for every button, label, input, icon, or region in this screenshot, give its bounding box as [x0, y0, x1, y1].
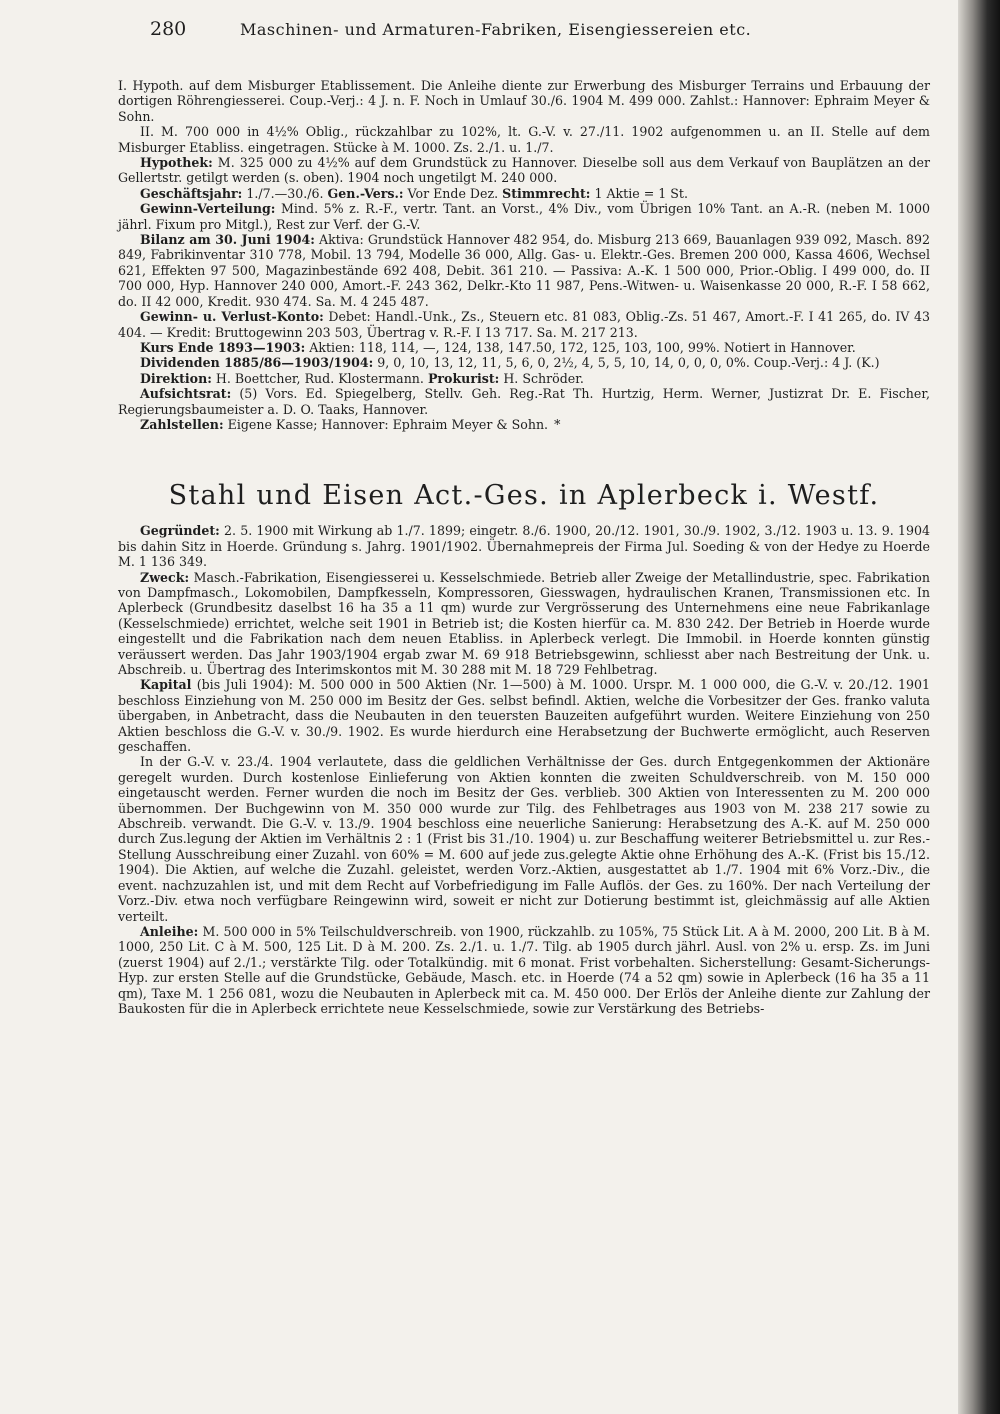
- field-label: Gegründet:: [140, 523, 220, 539]
- field-label: Dividenden 1885/86—1903/1904:: [140, 355, 374, 371]
- paragraph: Direktion: H. Boettcher, Rud. Klostermann. Prokurist: H. Schröder.: [140, 370, 584, 386]
- page-header: [118, 18, 930, 52]
- company-title: Stahl und Eisen Act.-Ges. in Aplerbeck i. Westf.: [168, 480, 880, 512]
- paragraph: Gewinn- u. Verlust-Konto: Debet: Handl.-Unk., Zs., Steuern etc. 81 083, Oblig.-Zs. 51 467, Amort.-F. I 41 265, do. IV 43 404. — Kredit: Bruttogewinn 203 503, Übertrag v. R.-F. I 13 717. Sa. M. 217 213.: [118, 309, 930, 340]
- field-label: Bilanz am 30. Juni 1904:: [140, 232, 315, 248]
- scan-edge-shadow: [958, 0, 1000, 1414]
- paragraph: II. M. 700 000 in 4½% Oblig., rückzahlbar zu 102%, lt. G.-V. v. 27./11. 1902 aufgenommen u. an II. Stelle auf dem Misburger Etabliss. eingetragen. Stücke à M. 1000. Zs. 2./1. u. 1./7.: [118, 124, 930, 155]
- paragraph: Kurs Ende 1893—1903: Aktien: 118, 114, —, 124, 138, 147.50, 172, 125, 103, 100, 99%. Notiert in Hannover.: [140, 339, 856, 355]
- paragraph: I. Hypoth. auf dem Misburger Etablissement. Die Anleihe diente zur Erwerbung des Misburger Terrains und Erbauung der dortigen Röhrengiesserei. Coup.-Verj.: 4 J. n. F. Noch in Umlauf 30./6. 1904 M. 499 000. Zahlst.: Hannover: Ephraim Meyer & Sohn.: [118, 78, 930, 124]
- section-company-entry: [118, 523, 930, 1016]
- paragraph: Gewinn-Verteilung: Mind. 5% z. R.-F., vertr. Tant. an Vorst., 4% Div., vom Übrigen 10% Tant. an A.-R. (neben M. 1000 jährl. Fixum pro Mitgl.), Rest zur Verf. der G.-V.: [118, 201, 930, 232]
- end-mark: *: [554, 416, 561, 432]
- field-label: Zahlstellen:: [140, 416, 224, 432]
- paragraph: Geschäftsjahr: 1./7.—30./6. Gen.-Vers.: Vor Ende Dez. Stimmrecht: 1 Aktie = 1 St.: [140, 185, 688, 201]
- field-label: Stimmrecht:: [502, 185, 591, 201]
- field-label: Zweck:: [140, 569, 190, 585]
- paragraph: Zahlstellen: Eigene Kasse; Hannover: Ephraim Meyer & Sohn. *: [140, 416, 561, 432]
- field-label: Direktion:: [140, 370, 212, 386]
- paragraph: Bilanz am 30. Juni 1904: Aktiva: Grundstück Hannover 482 954, do. Misburg 213 669, Bauanlagen 939 092, Masch. 892 849, Fabrikinventar 310 778, Mobil. 13 794, Modelle 36 000, Allg. Gas- u. Elektr.-Ges. Bremen 200 000, Kassa 4606, Wechsel 621, Effekten 97 500, Magazinbestände 692 408, Debit. 361 210. — Passiva: A.-K. 1 500 000, Prior.-Oblig. I 499 000, do. II 700 000, Hyp. Hannover 240 000, Amort.-F. 243 362, Delkr.-Kto 11 987, Pens.-Witwen- u. Waisenkasse 20 000, R.-F. I 58 662, do. II 42 000, Kredit. 930 474. Sa. M. 4 245 487.: [118, 232, 930, 309]
- field-label: Gewinn-Verteilung:: [140, 201, 276, 217]
- field-label: Aufsichtsrat:: [140, 386, 232, 402]
- page-number: 280: [150, 18, 187, 40]
- paragraph: In der G.-V. v. 23./4. 1904 verlautete, dass die geldlichen Verhältnisse der Ges. durch Entgegenkommen der Aktionäre geregelt wurden. Durch kostenlose Einlieferung von Aktien konnten die zweiten Schuldverschreib. von M. 150 000 eingetauscht werden. Ferner wurden die noch im Besitz der Ges. verblieb. 300 Aktien von Interessenten zu M. 200 000 übernommen. Der Buchgewinn von M. 350 000 wurde zur Tilg. des Fehlbetrages aus 1903 von M. 238 217 sowie zu Abschreib. verwandt. Die G.-V. v. 13./9. 1904 beschloss eine neuerliche Sanierung: Herabsetzung des A.-K. auf M. 250 000 durch Zus.legung der Aktien im Verhältnis 2 : 1 (Frist bis 31./10. 1904) u. zur Beschaffung weiterer Betriebsmittel u. zur Res.-Stellung Ausschreibung einer Zuzahl. von 60% = M. 600 auf jede zus.gelegte Aktie ohne Erhöhung des A.-K. (Frist bis 15./12. 1904). Die Aktien, auf welche die Zuzahl. geleistet, werden Vorz.-Aktien, ausgestattet ab 1./7. 1904 mit 6% Vorz.-Div., die event. nachzuzahlen ist, und mit dem Recht auf Vorbefriedigung im Falle Auflös. der Ges. zu 160%. Der nach Verteilung der Vorz.-Div. etwa noch verfügbare Reingewinn wird, soweit er nicht zur Dotierung bestimmt ist, gleichmässig auf alle Aktien verteilt.: [118, 754, 930, 924]
- field-label: Prokurist:: [427, 370, 500, 386]
- field-label: Geschäftsjahr:: [140, 185, 243, 201]
- field-label: Gewinn- u. Verlust-Konto:: [140, 309, 324, 325]
- field-label: Anleihe:: [140, 923, 199, 939]
- field-label: Hypothek:: [140, 155, 213, 171]
- paragraph: Gegründet: 2. 5. 1900 mit Wirkung ab 1./7. 1899; eingetr. 8./6. 1900, 20./12. 1901, 30./9. 1902, 3./12. 1903 u. 13. 9. 1904 bis dahin Sitz in Hoerde. Gründung s. Jahrg. 1901/1902. Übernahmepreis der Firma Jul. Soeding & von der Hedye zu Hoerde M. 1 136 349.: [118, 523, 930, 570]
- running-title: Maschinen- und Armaturen-Fabriken, Eisengiessereien etc.: [240, 20, 752, 39]
- field-label: Kurs Ende 1893—1903:: [140, 339, 306, 355]
- field-label: Kapital: [140, 677, 192, 693]
- paragraph: Hypothek: M. 325 000 zu 4½% auf dem Grundstück zu Hannover. Dieselbe soll aus dem Verkauf von Bauplätzen an der Gellertstr. getilgt werden (s. oben). 1904 noch ungetilgt M. 240 000.: [118, 155, 930, 186]
- field-label: Gen.-Vers.:: [327, 185, 404, 201]
- paragraph: Zweck: Masch.-Fabrikation, Eisengiesserei u. Kesselschmiede. Betrieb aller Zweige der Metallindustrie, spec. Fabrikation von Dampfmasch., Lokomobilen, Dampfkesseln, Kompressoren, Giesswagen, hydraulischen Kranen, Transmissionen etc. In Aplerbeck (Grundbesitz daselbst 16 ha 35 a 11 qm) wurde zur Vergrösserung des Unternehmens eine neue Fabrikanlage (Kesselschmiede) errichtet, welche seit 1901 in Betrieb ist; die Kosten hierfür ca. M. 830 242. Der Betrieb in Hoerde wurde eingestellt und die Fabrikation nach dem neuen Etabliss. in Aplerbeck verlegt. Die Immobil. in Hoerde konnten günstig veräussert werden. Das Jahr 1903/1904 ergab zwar M. 69 918 Betriebsgewinn, schliesst aber nach Bestreitung der Unk. u. Abschreib. u. Übertrag des Interimskontos mit M. 30 288 mit M. 18 729 Fehlbetrag.: [118, 569, 930, 677]
- paragraph: Aufsichtsrat: (5) Vors. Ed. Spiegelberg, Stellv. Geh. Reg.-Rat Th. Hurtzig, Herm. Werner, Justizrat Dr. E. Fischer, Regierungsbaumeister a. D. O. Taaks, Hannover.: [118, 386, 930, 417]
- paragraph: Anleihe: M. 500 000 in 5% Teilschuldverschreib. von 1900, rückzahlb. zu 105%, 75 Stück Lit. A à M. 2000, 200 Lit. B à M. 1000, 250 Lit. C à M. 500, 125 Lit. D à M. 200. Zs. 2./1. u. 1./7. Tilg. ab 1905 durch jährl. Ausl. von 2% u. ersp. Zs. im Juni (zuerst 1904) auf 2./1.; verstärkte Tilg. oder Totalkündig. mit 6 monat. Frist vorbehalten. Sicherstellung: Gesamt-Sicherungs-Hyp. zur ersten Stelle auf die Grundstücke, Gebäude, Masch. etc. in Hoerde (74 a 52 qm) sowie in Aplerbeck (16 ha 35 a 11 qm), Taxe M. 1 256 081, wozu die Neubauten in Aplerbeck mit ca. M. 450 000. Der Erlös der Anleihe diente zur Zahlung der Baukosten für die in Aplerbeck errichtete neue Kesselschmiede, sowie zur Verstärkung des Betriebs-: [118, 923, 930, 1016]
- paragraph: Dividenden 1885/86—1903/1904: 9, 0, 10, 13, 12, 11, 5, 6, 0, 2½, 4, 5, 5, 10, 14, 0, 0, 0, 0%. Coup.-Verj.: 4 J. (K.): [140, 355, 880, 371]
- paragraph: Kapital (bis Juli 1904): M. 500 000 in 500 Aktien (Nr. 1—500) à M. 1000. Urspr. M. 1 000 000, die G.-V. v. 20./12. 1901 beschloss Einziehung von M. 250 000 im Besitz der Ges. selbst befindl. Aktien, welche die Vorbesitzer der Ges. franko valuta übergaben, in Anbetracht, dass die Neubauten in den teuersten Bauzeiten aufgeführt wurden. Weitere Einziehung von 250 Aktien beschloss die G.-V. v. 30./9. 1902. Es wurde hierdurch eine Herabsetzung der Buchwerte ermöglicht, auch Reserven geschaffen.: [118, 677, 930, 755]
- section-previous-company: [118, 78, 930, 432]
